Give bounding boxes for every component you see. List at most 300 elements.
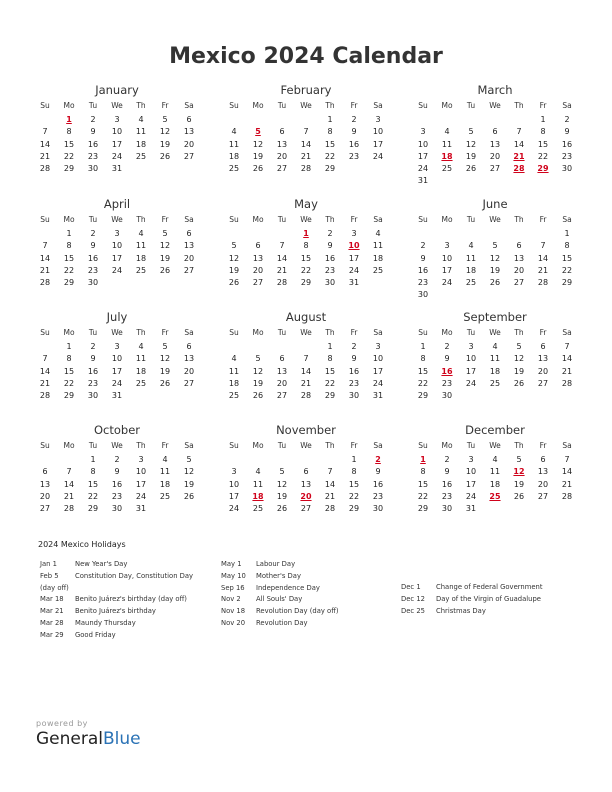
holiday-name: Change of Federal Government <box>436 583 543 591</box>
day-cell: 14 <box>300 139 312 149</box>
empty-cell <box>507 289 531 301</box>
weekday-label: Su <box>229 215 239 224</box>
day-cell: 11 <box>489 467 501 477</box>
weekday-header <box>222 215 390 228</box>
day-cell: 13 <box>300 479 312 489</box>
day-cell: 5 <box>492 241 498 251</box>
day-cell: 5 <box>255 354 261 364</box>
day-cell: 14 <box>300 366 312 376</box>
day-cell: 26 <box>276 504 288 514</box>
day-cell: 25 <box>372 265 384 275</box>
week-row <box>33 139 201 151</box>
holiday-name: New Year's Day <box>75 560 128 568</box>
day-cell: 8 <box>564 241 570 251</box>
empty-cell <box>177 163 201 175</box>
weekday-label: We <box>300 328 312 337</box>
empty-cell <box>531 390 555 402</box>
month-january <box>33 83 201 175</box>
day-cell: 10 <box>111 354 123 364</box>
day-cell: 6 <box>255 241 261 251</box>
day-cell: 18 <box>372 253 384 263</box>
holiday-item <box>40 618 193 630</box>
day-cell: 28 <box>324 504 336 514</box>
day-cell: 19 <box>465 151 477 161</box>
day-cell: 4 <box>444 127 450 137</box>
month-september <box>411 310 579 402</box>
month-name: April <box>103 197 131 211</box>
day-cell: 9 <box>351 354 357 364</box>
week-row <box>222 353 390 365</box>
day-cell: 9 <box>444 467 450 477</box>
empty-cell <box>507 503 531 515</box>
month-may <box>222 197 390 289</box>
day-cell: 17 <box>111 139 123 149</box>
holiday-date: May 1 <box>221 560 242 568</box>
holiday-date: Sep 16 <box>221 583 245 592</box>
week-row <box>222 366 390 378</box>
day-cell: 20 <box>252 265 264 275</box>
generalblue-logo <box>36 729 141 749</box>
day-cell: 6 <box>279 354 285 364</box>
holiday-date: May 10 <box>221 571 246 580</box>
week-row <box>411 390 579 402</box>
day-cell: 26 <box>159 378 171 388</box>
day-cell: 11 <box>372 241 384 251</box>
weekday-label: We <box>489 441 501 450</box>
day-cell: 31 <box>111 391 123 401</box>
day-cell: 20 <box>183 139 195 149</box>
day-cell: 17 <box>228 491 240 501</box>
empty-cell <box>342 163 366 175</box>
day-cell: 13 <box>252 253 264 263</box>
weekday-label: Tu <box>277 101 287 110</box>
weekday-label: Sa <box>184 215 194 224</box>
day-cell: 17 <box>135 479 147 489</box>
day-cell: 22 <box>63 378 75 388</box>
day-cell: 15 <box>561 253 573 263</box>
day-cell: 5 <box>516 342 522 351</box>
day-cell: 4 <box>492 455 498 464</box>
day-cell: 21 <box>39 378 51 388</box>
weekday-label: Tu <box>277 328 287 337</box>
empty-cell <box>531 503 555 515</box>
day-cell: 8 <box>66 354 72 364</box>
holiday-item <box>401 594 543 606</box>
day-cell: 30 <box>87 278 99 288</box>
day-cell: 19 <box>513 479 525 489</box>
weekday-label: Th <box>514 328 524 337</box>
holiday-item <box>221 559 339 571</box>
empty-cell <box>246 114 270 126</box>
weekday-label: Sa <box>184 441 194 450</box>
week-row <box>222 378 390 390</box>
holiday-date: Nov 20 <box>221 618 246 627</box>
day-cell: 24 <box>465 491 477 501</box>
empty-cell <box>531 289 555 301</box>
day-cell: 6 <box>186 342 192 351</box>
day-cell: 9 <box>327 241 333 251</box>
week-row <box>33 491 201 503</box>
day-cell: 7 <box>42 127 48 137</box>
day-cell: 27 <box>276 164 288 174</box>
week-row <box>222 479 390 491</box>
empty-cell <box>246 228 270 240</box>
week-row <box>33 151 201 163</box>
month-name: August <box>285 310 327 324</box>
holiday-name: Revolution Day (day off) <box>256 607 339 616</box>
weekday-label: Mo <box>252 328 264 337</box>
day-cell: 24 <box>372 151 384 161</box>
day-cell: 16 <box>348 366 360 376</box>
week-row <box>33 454 201 466</box>
day-cell: 7 <box>540 241 546 251</box>
weekday-label: Su <box>40 441 50 450</box>
day-cell: 1 <box>564 229 570 238</box>
day-cell: 22 <box>63 265 75 275</box>
day-cell: 7 <box>516 127 522 137</box>
week-row <box>222 341 390 353</box>
holiday-day: 18 <box>252 491 264 501</box>
holiday-day: 16 <box>441 366 453 376</box>
month-name: September <box>463 310 527 324</box>
week-row <box>411 139 579 151</box>
day-cell: 7 <box>303 354 309 364</box>
day-cell: 10 <box>372 127 384 137</box>
month-name: October <box>93 423 141 437</box>
holiday-name: Good Friday <box>75 630 116 639</box>
empty-cell <box>483 390 507 402</box>
day-cell: 24 <box>111 378 123 388</box>
week-row <box>411 341 579 353</box>
day-cell: 19 <box>159 366 171 376</box>
weekday-label: Tu <box>466 101 476 110</box>
weekday-label: Tu <box>277 441 287 450</box>
weekday-label: Mo <box>252 215 264 224</box>
day-cell: 16 <box>87 139 99 149</box>
day-cell: 23 <box>372 491 384 501</box>
day-cell: 2 <box>90 342 96 351</box>
day-cell: 26 <box>513 491 525 501</box>
empty-cell <box>507 175 531 187</box>
day-cell: 28 <box>561 491 573 501</box>
day-cell: 29 <box>561 278 573 288</box>
weekday-label: Fr <box>350 328 358 337</box>
day-cell: 19 <box>228 265 240 275</box>
empty-cell <box>483 114 507 126</box>
day-cell: 5 <box>279 467 285 477</box>
empty-cell <box>459 175 483 187</box>
holiday-name: Christmas Day <box>436 606 486 615</box>
weekday-label: Su <box>418 101 428 110</box>
day-cell: 8 <box>303 241 309 251</box>
day-cell: 23 <box>561 151 573 161</box>
day-cell: 25 <box>489 378 501 388</box>
week-row <box>411 466 579 478</box>
weekday-label: Tu <box>88 215 98 224</box>
day-cell: 5 <box>162 229 168 238</box>
holiday-day: 12 <box>513 467 525 477</box>
day-cell: 27 <box>183 265 195 275</box>
holiday-date: Nov 2 <box>221 595 241 604</box>
month-october <box>33 423 201 515</box>
day-cell: 15 <box>300 253 312 263</box>
day-cell: 11 <box>441 139 453 149</box>
day-cell: 16 <box>372 479 384 489</box>
day-cell: 1 <box>66 342 72 351</box>
empty-cell <box>411 114 435 126</box>
day-cell: 8 <box>540 127 546 137</box>
weekday-label: We <box>111 101 123 110</box>
holiday-date: Feb 5 <box>40 571 59 580</box>
day-cell: 21 <box>324 491 336 501</box>
day-cell: 29 <box>63 278 75 288</box>
weekday-label: Sa <box>184 328 194 337</box>
empty-cell <box>129 277 153 289</box>
weekday-label: Fr <box>539 215 547 224</box>
day-cell: 25 <box>135 265 147 275</box>
empty-cell <box>531 175 555 187</box>
day-cell: 12 <box>276 479 288 489</box>
holiday-day: 5 <box>255 127 261 137</box>
holiday-day: 1 <box>420 455 426 464</box>
month-name: July <box>106 310 128 324</box>
day-cell: 13 <box>513 253 525 263</box>
week-row <box>222 114 390 126</box>
month-name: June <box>482 197 508 211</box>
empty-cell <box>153 390 177 402</box>
day-cell: 19 <box>489 265 501 275</box>
holiday-day: 10 <box>348 241 360 251</box>
weekday-label: Su <box>418 441 428 450</box>
day-cell: 11 <box>228 366 240 376</box>
day-cell: 4 <box>138 229 144 238</box>
empty-cell <box>555 289 579 301</box>
day-cell: 2 <box>90 115 96 124</box>
month-june <box>411 197 579 302</box>
day-cell: 1 <box>351 455 357 464</box>
day-cell: 1 <box>327 115 333 124</box>
day-cell: 5 <box>162 342 168 351</box>
empty-cell <box>222 114 246 126</box>
holiday-day: 1 <box>303 229 309 238</box>
weekday-label: Su <box>229 441 239 450</box>
empty-cell <box>483 228 507 240</box>
day-cell: 15 <box>417 366 429 376</box>
day-cell: 4 <box>138 115 144 124</box>
week-row <box>222 151 390 163</box>
day-cell: 18 <box>135 366 147 376</box>
day-cell: 12 <box>465 139 477 149</box>
day-cell: 24 <box>465 378 477 388</box>
day-cell: 3 <box>375 342 381 351</box>
weekday-label: Fr <box>350 101 358 110</box>
weekday-label: Th <box>325 441 335 450</box>
day-cell: 6 <box>540 342 546 351</box>
day-cell: 21 <box>39 151 51 161</box>
day-cell: 17 <box>348 253 360 263</box>
day-cell: 5 <box>162 115 168 124</box>
day-cell: 29 <box>300 278 312 288</box>
week-row <box>33 503 201 515</box>
empty-cell <box>483 289 507 301</box>
day-cell: 30 <box>441 391 453 401</box>
empty-cell <box>222 341 246 353</box>
week-row <box>33 228 201 240</box>
day-cell: 3 <box>114 115 120 124</box>
day-cell: 30 <box>441 504 453 514</box>
week-row <box>222 503 390 515</box>
empty-cell <box>33 228 57 240</box>
day-cell: 22 <box>300 265 312 275</box>
day-cell: 27 <box>39 504 51 514</box>
day-cell: 15 <box>324 139 336 149</box>
day-cell: 15 <box>63 139 75 149</box>
empty-cell <box>483 503 507 515</box>
weekday-label: Tu <box>88 101 98 110</box>
empty-cell <box>435 289 459 301</box>
empty-cell <box>270 341 294 353</box>
week-row <box>411 503 579 515</box>
empty-cell <box>129 163 153 175</box>
day-cell: 5 <box>186 455 192 464</box>
day-cell: 17 <box>441 265 453 275</box>
week-row <box>222 265 390 277</box>
holiday-day: 28 <box>513 164 525 174</box>
empty-cell <box>33 114 57 126</box>
week-row <box>33 366 201 378</box>
day-cell: 27 <box>300 504 312 514</box>
empty-cell <box>507 228 531 240</box>
month-name: March <box>477 83 513 97</box>
empty-cell <box>153 163 177 175</box>
day-cell: 13 <box>183 354 195 364</box>
day-cell: 25 <box>252 504 264 514</box>
day-cell: 4 <box>255 467 261 477</box>
weekday-label: Sa <box>562 101 572 110</box>
weekday-label: Su <box>418 215 428 224</box>
day-cell: 2 <box>444 455 450 464</box>
day-cell: 10 <box>441 253 453 263</box>
weekday-header <box>411 215 579 228</box>
day-cell: 22 <box>63 151 75 161</box>
holiday-date: Mar 29 <box>40 630 64 639</box>
day-cell: 2 <box>327 229 333 238</box>
day-cell: 2 <box>420 241 426 251</box>
weekday-label: Th <box>136 328 146 337</box>
month-name: February <box>280 83 332 97</box>
week-row <box>33 390 201 402</box>
day-cell: 18 <box>159 479 171 489</box>
day-cell: 24 <box>111 151 123 161</box>
weekday-label: Sa <box>373 328 383 337</box>
day-cell: 20 <box>183 366 195 376</box>
day-cell: 15 <box>348 479 360 489</box>
weekday-label: We <box>489 328 501 337</box>
holiday-name: Day of the Virgin of Guadalupe <box>436 594 541 603</box>
day-cell: 16 <box>561 139 573 149</box>
weekday-header <box>33 215 201 228</box>
day-cell: 6 <box>186 115 192 124</box>
empty-cell <box>33 341 57 353</box>
day-cell: 6 <box>42 467 48 477</box>
day-cell: 22 <box>561 265 573 275</box>
day-cell: 31 <box>417 176 429 186</box>
day-cell: 30 <box>87 391 99 401</box>
weekday-label: Tu <box>88 441 98 450</box>
month-november <box>222 423 390 515</box>
weekday-label: Tu <box>277 215 287 224</box>
day-cell: 23 <box>348 151 360 161</box>
day-cell: 15 <box>324 366 336 376</box>
weekday-label: Mo <box>441 328 453 337</box>
day-cell: 22 <box>324 378 336 388</box>
day-cell: 14 <box>39 253 51 263</box>
day-cell: 13 <box>39 479 51 489</box>
day-cell: 31 <box>348 278 360 288</box>
weekday-label: Sa <box>562 441 572 450</box>
day-cell: 31 <box>111 164 123 174</box>
day-cell: 22 <box>417 491 429 501</box>
weekday-label: Fr <box>161 215 169 224</box>
weekday-header <box>411 101 579 114</box>
week-row <box>33 353 201 365</box>
day-cell: 26 <box>252 164 264 174</box>
day-cell: 27 <box>276 391 288 401</box>
day-cell: 28 <box>39 164 51 174</box>
empty-cell <box>555 503 579 515</box>
day-cell: 22 <box>348 491 360 501</box>
day-cell: 8 <box>327 354 333 364</box>
day-cell: 11 <box>135 127 147 137</box>
holiday-name: Revolution Day <box>256 618 308 627</box>
empty-cell <box>177 390 201 402</box>
weekday-label: Sa <box>373 441 383 450</box>
day-cell: 20 <box>513 265 525 275</box>
empty-cell <box>294 341 318 353</box>
day-cell: 18 <box>489 479 501 489</box>
day-cell: 11 <box>159 467 171 477</box>
day-cell: 21 <box>300 378 312 388</box>
weekday-label: We <box>111 328 123 337</box>
week-row <box>33 466 201 478</box>
weekday-label: Fr <box>539 441 547 450</box>
day-cell: 3 <box>468 455 474 464</box>
day-cell: 29 <box>63 164 75 174</box>
weekday-label: Th <box>325 328 335 337</box>
day-cell: 21 <box>537 265 549 275</box>
day-cell: 23 <box>87 151 99 161</box>
week-row <box>411 491 579 503</box>
day-cell: 25 <box>465 278 477 288</box>
day-cell: 27 <box>513 278 525 288</box>
day-cell: 18 <box>489 366 501 376</box>
holiday-item <box>40 559 193 571</box>
day-cell: 25 <box>135 151 147 161</box>
day-cell: 10 <box>228 479 240 489</box>
week-row <box>222 253 390 265</box>
holiday-list-column <box>221 559 339 630</box>
week-row <box>411 175 579 187</box>
weekday-label: Mo <box>63 441 75 450</box>
empty-cell <box>555 175 579 187</box>
weekday-label: Mo <box>252 101 264 110</box>
empty-cell <box>222 228 246 240</box>
holiday-day: 29 <box>537 164 549 174</box>
day-cell: 1 <box>420 342 426 351</box>
day-cell: 12 <box>159 127 171 137</box>
weekday-label: We <box>300 441 312 450</box>
day-cell: 12 <box>159 241 171 251</box>
